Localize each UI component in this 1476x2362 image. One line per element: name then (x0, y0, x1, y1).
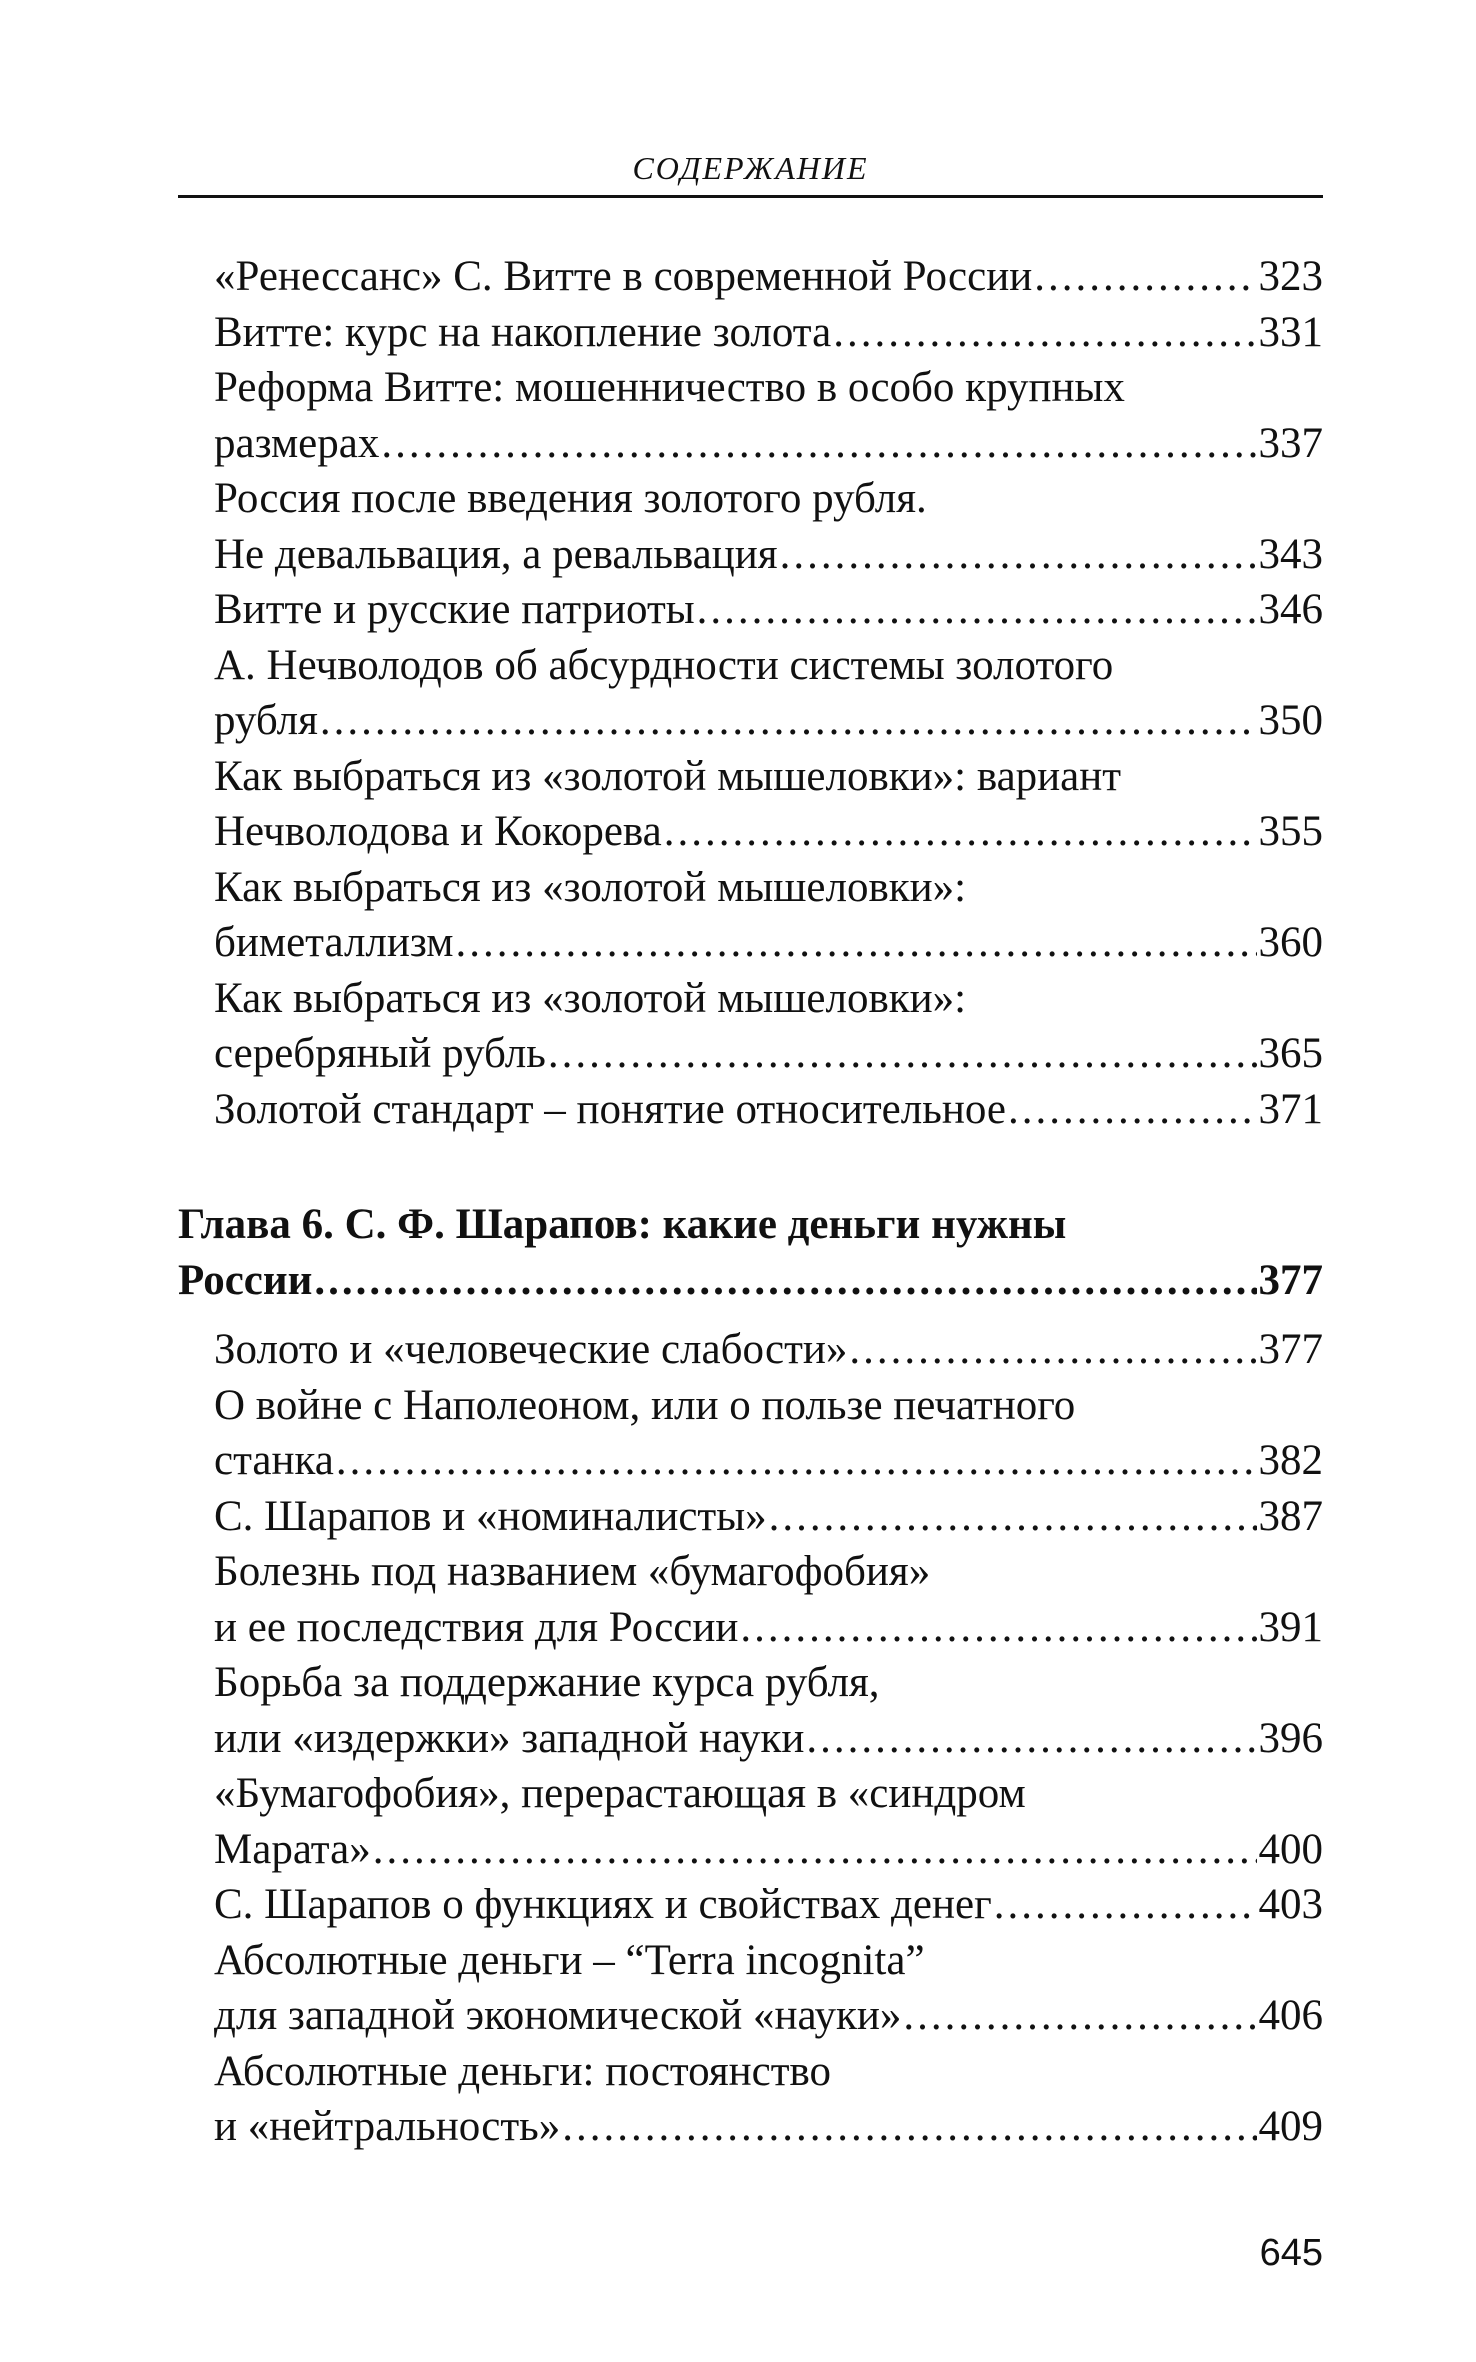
toc-page-number: 371 (1258, 1085, 1323, 1133)
toc-entry (214, 749, 1323, 860)
toc-entry (214, 1766, 1323, 1877)
toc-page-number: 406 (1258, 1992, 1323, 2039)
chapter-title-line: Глава 6. С. Ф. Шарапов: какие деньги нужны (178, 1201, 1067, 1248)
toc-entry (214, 1378, 1323, 1489)
toc-page-number: 323 (1258, 253, 1323, 300)
toc-entry-leader-line (214, 804, 1323, 860)
toc-entry-title-end: и «нейтральность» (214, 2103, 561, 2150)
toc-entry-leader-line (214, 1489, 1323, 1545)
dot-leader (455, 915, 1256, 971)
dot-leader (806, 1711, 1256, 1767)
toc-entry-line: Как выбраться из «золотой мышеловки»: (214, 974, 967, 1022)
toc-entry-leader-line (214, 1026, 1323, 1082)
toc-entry-line: «Бумагофобия», перерастающая в «синдром (214, 1770, 1026, 1817)
header-rule (178, 195, 1323, 198)
toc-entry (214, 1933, 1323, 2044)
toc-entry-title-end: биметаллизм (214, 919, 454, 966)
toc-page-number: 343 (1258, 530, 1323, 578)
toc-entry-leader-line (214, 1433, 1323, 1489)
toc-entry-leader-line (214, 1600, 1323, 1656)
toc-entry (214, 1489, 1323, 1545)
toc-entry-leader-line (214, 1988, 1323, 2044)
toc-page-number: 396 (1258, 1714, 1323, 1762)
toc-page-number: 403 (1258, 1881, 1323, 1928)
toc-entry-title-end: Витте и русские патриоты (214, 586, 695, 633)
toc-entry-leader-line (214, 2099, 1323, 2155)
toc-entry-title-end: Золотой стандарт – понятие относительное (214, 1085, 1006, 1133)
dot-leader (373, 1822, 1257, 1878)
dot-leader (1008, 1082, 1257, 1138)
toc-page-number: 377 (1258, 1326, 1323, 1373)
toc-entry (214, 360, 1323, 471)
toc-entry-title-end: Витте: курс на накопление золота (214, 308, 832, 356)
dot-leader (903, 1988, 1256, 2044)
toc-entry (214, 1082, 1323, 1138)
dot-leader (833, 305, 1256, 361)
toc-page-number: 360 (1258, 919, 1323, 966)
dot-leader (562, 2099, 1256, 2155)
toc-entry (214, 971, 1323, 1082)
toc-entry-leader-line (214, 1082, 1323, 1138)
toc-entry-title-end: или «издержки» западной науки (214, 1714, 805, 1762)
dot-leader (664, 804, 1257, 860)
dot-leader (381, 416, 1256, 472)
toc-entry-line: А. Нечволодов об абсурдности системы золотого (214, 641, 1114, 689)
dot-leader (314, 1253, 1256, 1309)
toc-entry-title-end: Золото и «человеческие слабости» (214, 1326, 848, 1373)
toc-entry-line: Абсолютные деньги: постоянство (214, 2047, 831, 2095)
toc-entry-leader-line (214, 249, 1323, 305)
toc-entry-leader-line (214, 693, 1323, 749)
toc-entry-title-end: Нечволодова и Кокорева (214, 808, 662, 855)
chapter-title-leader-line (178, 1253, 1323, 1309)
toc-page-number: 391 (1258, 1603, 1323, 1651)
toc-entry-line: Абсолютные деньги – “Terra incognita” (214, 1936, 925, 1984)
dot-leader (769, 1489, 1257, 1545)
toc-page-number: 400 (1258, 1825, 1323, 1873)
toc-entry-title-end: серебряный рубль (214, 1030, 546, 1077)
toc-page-number: 387 (1258, 1492, 1323, 1540)
toc-entry (214, 249, 1323, 305)
toc-entry-leader-line (214, 1322, 1323, 1378)
toc-page-number: 382 (1258, 1437, 1323, 1484)
toc-page-number: 355 (1258, 808, 1323, 855)
toc-entry-title-end: для западной экономической «науки» (214, 1992, 902, 2039)
toc-entry (214, 638, 1323, 749)
dot-leader (320, 693, 1257, 749)
toc-page-number: 346 (1258, 586, 1323, 633)
toc-entry-title-end: Не девальвация, а ревальвация (214, 530, 778, 578)
toc-entry-leader-line (214, 527, 1323, 583)
chapter-title-end: России (178, 1256, 313, 1304)
toc-entry-line: Россия после введения золотого рубля. (214, 475, 927, 522)
toc-page-number: 365 (1258, 1030, 1323, 1077)
toc-entry (214, 1544, 1323, 1655)
dot-leader (740, 1600, 1256, 1656)
toc-entry (214, 471, 1323, 582)
dot-leader (994, 1877, 1257, 1933)
toc-entry-title-end: и ее последствия для России (214, 1603, 739, 1651)
toc-entry-leader-line (214, 416, 1323, 472)
table-of-contents (178, 249, 1323, 2155)
toc-page-number: 337 (1258, 419, 1323, 467)
dot-leader (1034, 249, 1256, 305)
toc-entry-leader-line (214, 915, 1323, 971)
toc-entry-line: Реформа Витте: мошенничество в особо крупных (214, 364, 1125, 411)
toc-entry (214, 1655, 1323, 1766)
toc-page-number: 350 (1258, 697, 1323, 744)
toc-entry-title-end: рубля (214, 697, 318, 744)
chapter-page-number: 377 (1258, 1256, 1323, 1304)
toc-entry-title-end: С. Шарапов и «номиналисты» (214, 1492, 767, 1540)
toc-entry-leader-line (214, 1877, 1323, 1933)
toc-entry-leader-line (214, 1711, 1323, 1767)
toc-entry-title-end: размерах (214, 419, 380, 467)
toc-entry (214, 582, 1323, 638)
toc-entry (214, 1877, 1323, 1933)
dot-leader (780, 527, 1257, 583)
toc-entry-title-end: С. Шарапов о функциях и свойствах денег (214, 1881, 992, 1928)
toc-entry-line: Болезнь под названием «бумагофобия» (214, 1548, 931, 1595)
chapter-heading (178, 1197, 1323, 1308)
section-entries-before (178, 249, 1323, 1137)
toc-entry-title-end: «Ренессанс» С. Витте в современной России (214, 253, 1033, 300)
section-entries-after (178, 1322, 1323, 2155)
toc-entry-leader-line (214, 582, 1323, 638)
toc-entry-title-end: Марата» (214, 1825, 371, 1873)
page-number: 645 (1259, 2232, 1323, 2274)
toc-entry-title-end: станка (214, 1437, 334, 1484)
dot-leader (336, 1433, 1257, 1489)
running-head: СОДЕРЖАНИЕ (632, 150, 869, 186)
dot-leader (697, 582, 1257, 638)
dot-leader (548, 1026, 1257, 1082)
toc-entry-leader-line (214, 305, 1323, 361)
toc-entry-line: Как выбраться из «золотой мышеловки»: вариант (214, 752, 1122, 800)
toc-entry (214, 2044, 1323, 2155)
toc-page-number: 409 (1258, 2103, 1323, 2150)
toc-entry-line: Борьба за поддержание курса рубля, (214, 1659, 880, 1706)
toc-entry (214, 1322, 1323, 1378)
toc-entry-line: Как выбраться из «золотой мышеловки»: (214, 863, 967, 911)
toc-page-number: 331 (1258, 308, 1323, 356)
toc-entry-line: О войне с Наполеоном, или о пользе печатного (214, 1381, 1076, 1429)
toc-entry (214, 305, 1323, 361)
dot-leader (849, 1322, 1256, 1378)
toc-entry-leader-line (214, 1822, 1323, 1878)
toc-entry (214, 860, 1323, 971)
